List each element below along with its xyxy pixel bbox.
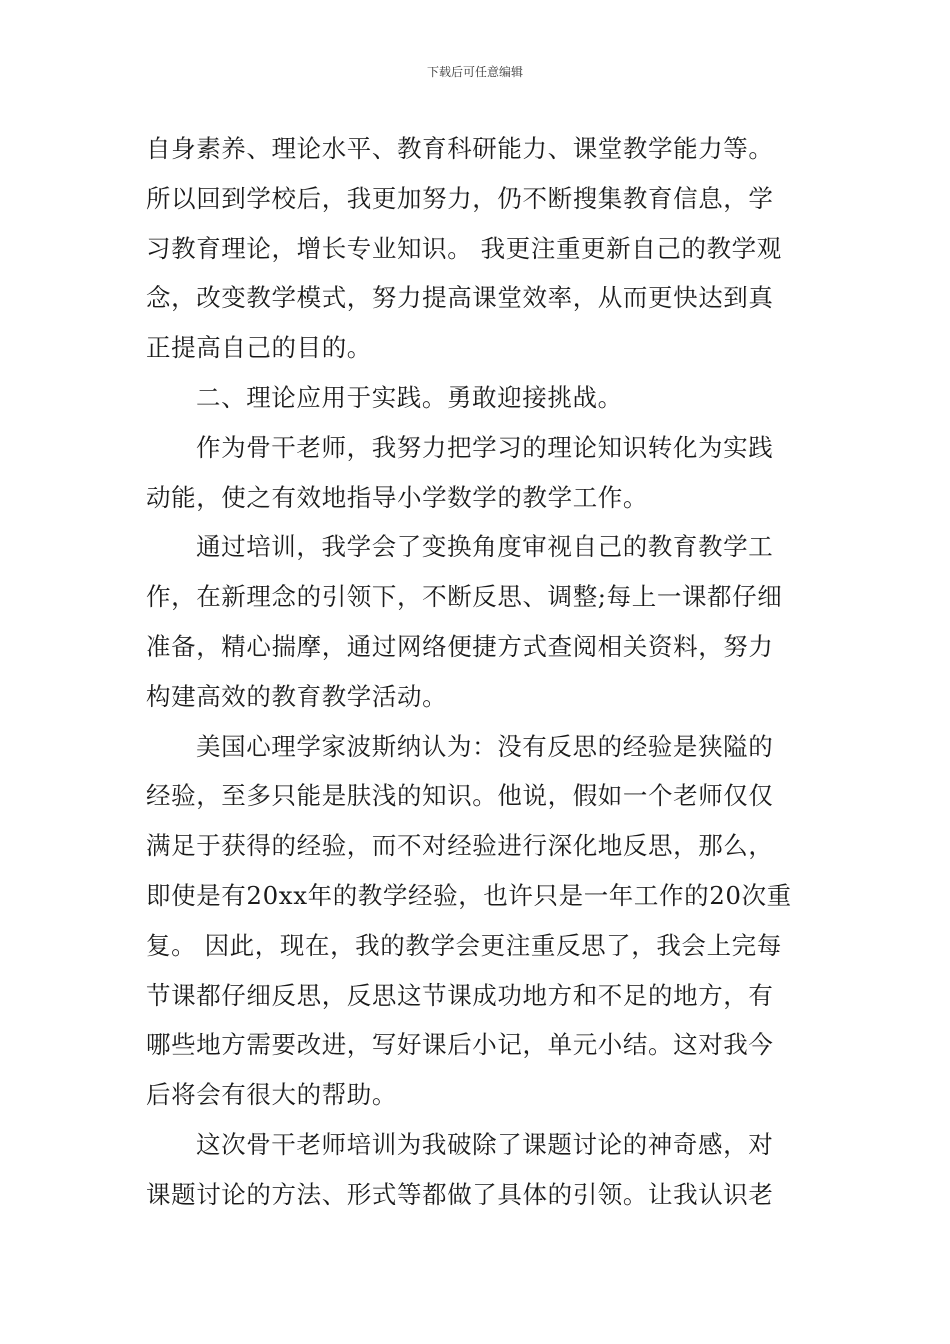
text-line: 所以回到学校后，我更加努力，仍不断搜集教育信息，学 <box>146 183 774 213</box>
text-line: 这次骨干老师培训为我破除了课题讨论的神奇感，对 <box>196 1129 774 1159</box>
text-line: 美国心理学家波斯纳认为：没有反思的经验是狭隘的 <box>196 731 774 761</box>
text-line: 习教育理论，增长专业知识。 我更注重更新自己的教学观 <box>146 233 782 263</box>
text-line: 念，改变教学模式，努力提高课堂效率，从而更快达到真 <box>146 283 774 313</box>
text-line: 动能，使之有效地指导小学数学的教学工作。 <box>146 482 648 512</box>
text-line: 作，在新理念的引领下，不断反思、调整;每上一课都仔细 <box>146 582 783 612</box>
text-line: 准备，精心揣摩，通过网络便捷方式查阅相关资料，努力 <box>146 631 774 661</box>
text-line: 哪些地方需要改进，写好课后小记，单元小结。这对我今 <box>146 1030 774 1060</box>
text-line: 课题讨论的方法、形式等都做了具体的引领。让我认识老 <box>146 1179 774 1209</box>
text-line: 作为骨干老师，我努力把学习的理论知识转化为实践 <box>196 432 774 462</box>
text-line: 满足于获得的经验，而不对经验进行深化地反思，那么， <box>146 831 774 861</box>
document-body <box>146 124 806 1220</box>
text-line: 经验，至多只能是肤浅的知识。他说，假如一个老师仅仅 <box>146 781 774 811</box>
page-header: 下载后可任意编辑 <box>426 65 523 79</box>
section-heading: 二、理论应用于实践。勇敢迎接挑战。 <box>196 382 623 412</box>
text-line: 即使是有20xx年的教学经验，也许只是一年工作的20次重 <box>146 880 792 910</box>
text-line: 复。 因此，现在，我的教学会更注重反思了，我会上完每 <box>146 930 782 960</box>
text-line: 自身素养、理论水平、教育科研能力、课堂教学能力等。 <box>146 134 774 163</box>
text-line: 正提高自己的目的。 <box>146 333 372 363</box>
text-line: 通过培训，我学会了变换角度审视自己的教育教学工 <box>196 532 774 562</box>
text-line: 构建高效的教育教学活动。 <box>146 681 448 711</box>
text-line: 后将会有很大的帮助。 <box>146 1080 397 1110</box>
text-line: 节课都仔细反思，反思这节课成功地方和不足的地方，有 <box>146 980 774 1010</box>
